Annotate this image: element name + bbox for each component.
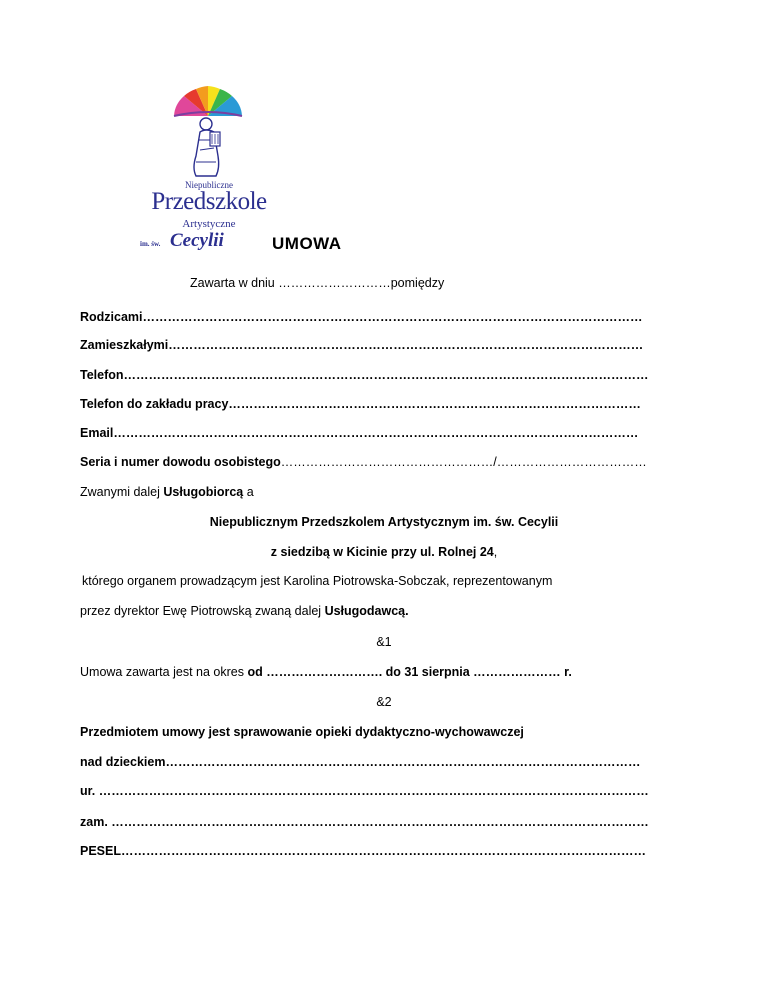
section1-do: do 31 sierpnia xyxy=(382,665,470,679)
logo-patron xyxy=(136,230,282,254)
child-blank[interactable]: …………………………………………………………………………………………………… xyxy=(165,755,641,769)
field-ur xyxy=(80,784,649,798)
section1-text xyxy=(80,665,572,679)
section1-prefix: Umowa zawarta jest na okres xyxy=(80,665,248,679)
zwanymi-prefix: Zwanymi dalej xyxy=(80,485,164,499)
field-pesel xyxy=(80,844,646,858)
field-rodzicami xyxy=(80,310,643,324)
organ-line: którego organem prowadzącym jest Karolina Piotrowska-Sobczak, reprezentowanym xyxy=(82,574,553,588)
field-telefon xyxy=(80,368,649,382)
zwanymi-line xyxy=(80,485,254,499)
field-telefon-praca xyxy=(80,397,641,411)
address-text: z siedzibą w Kicinie przy ul. Rolnej 24 xyxy=(270,545,494,559)
logo-patron-prefix: im. św. xyxy=(140,240,161,248)
field-child xyxy=(80,755,640,769)
field-label: nad dzieckiem xyxy=(80,755,166,769)
pesel-blank[interactable]: ……………………………………………………………………………………………………………… xyxy=(121,844,646,858)
section1-heading: &1 xyxy=(376,635,392,649)
director-line xyxy=(80,604,409,618)
field-zamieszkalymi xyxy=(80,338,643,352)
start-date-field[interactable]: ………………………. xyxy=(262,665,383,679)
dowod-blank-series[interactable]: …………………………………………… xyxy=(280,455,494,469)
intro-suffix: pomiędzy xyxy=(390,276,445,290)
logo-patron-name: Cecylii xyxy=(170,230,224,251)
kindergarten-logo xyxy=(136,84,282,254)
intro-prefix: Zawarta w dniu xyxy=(190,276,279,290)
role-uslugobiorca: Usługobiorcą xyxy=(163,485,244,499)
telefon-praca-blank[interactable]: ……………………………………………………………………………………… xyxy=(228,397,641,411)
field-email xyxy=(80,426,638,440)
zamieszkalymi-blank[interactable]: …………………………………………………………………………………………………… xyxy=(168,338,644,352)
logo-small-text: Niepubliczne xyxy=(185,180,233,190)
institution-address xyxy=(0,545,768,559)
dowod-blank-number[interactable]: ……………………………… xyxy=(496,455,647,469)
field-label: PESEL xyxy=(80,844,121,858)
section1-od: od xyxy=(247,665,263,679)
email-blank[interactable]: ……………………………………………………………………………………………………………… xyxy=(113,426,639,440)
field-dowod xyxy=(80,455,647,469)
role-uslugodawca: Usługodawcą. xyxy=(324,604,409,618)
intro-line xyxy=(190,276,444,290)
field-label: Email xyxy=(80,426,114,440)
section2-line1: Przedmiotem umowy jest sprawowanie opieki dydaktyczno-wychowawczej xyxy=(80,725,524,739)
field-label: Rodzicami xyxy=(80,310,143,324)
date-field[interactable]: ……………………… xyxy=(278,276,391,290)
institution-name: Niepublicznym Przedszkolem Artystycznym im. św. Cecylii xyxy=(209,515,559,529)
field-label: Zamieszkałymi xyxy=(80,338,169,352)
rodzicami-blank[interactable]: ………………………………………………………………………………………………………… xyxy=(142,310,643,324)
field-label: Telefon do zakładu pracy xyxy=(80,397,229,411)
logo-sub-text: Artystyczne xyxy=(182,218,236,230)
field-label: Seria i numer dowodu osobistego xyxy=(80,455,281,469)
field-label: ur. xyxy=(80,784,99,798)
field-label: Telefon xyxy=(80,368,124,382)
field-label: zam. xyxy=(80,815,112,829)
zam-blank[interactable]: ………………………………………………………………………………………………………………… xyxy=(111,815,649,829)
umbrella-figure-icon xyxy=(170,86,246,178)
telefon-blank[interactable]: ……………………………………………………………………………………………………………… xyxy=(123,368,649,382)
zwanymi-suffix: a xyxy=(243,485,254,499)
year-field[interactable]: ………………… r. xyxy=(469,665,572,679)
director-prefix: przez dyrektor Ewę Piotrowską zwaną dalej xyxy=(80,604,325,618)
ur-blank[interactable]: …………………………………………………………………………………………………………………… xyxy=(98,784,649,798)
logo-main-text: Przedszkole xyxy=(151,188,267,215)
section2-heading: &2 xyxy=(376,695,392,709)
document-title: UMOWA xyxy=(272,234,342,253)
address-suffix: , xyxy=(493,545,498,559)
dowod-separator: / xyxy=(493,455,497,469)
field-zam xyxy=(80,815,649,829)
